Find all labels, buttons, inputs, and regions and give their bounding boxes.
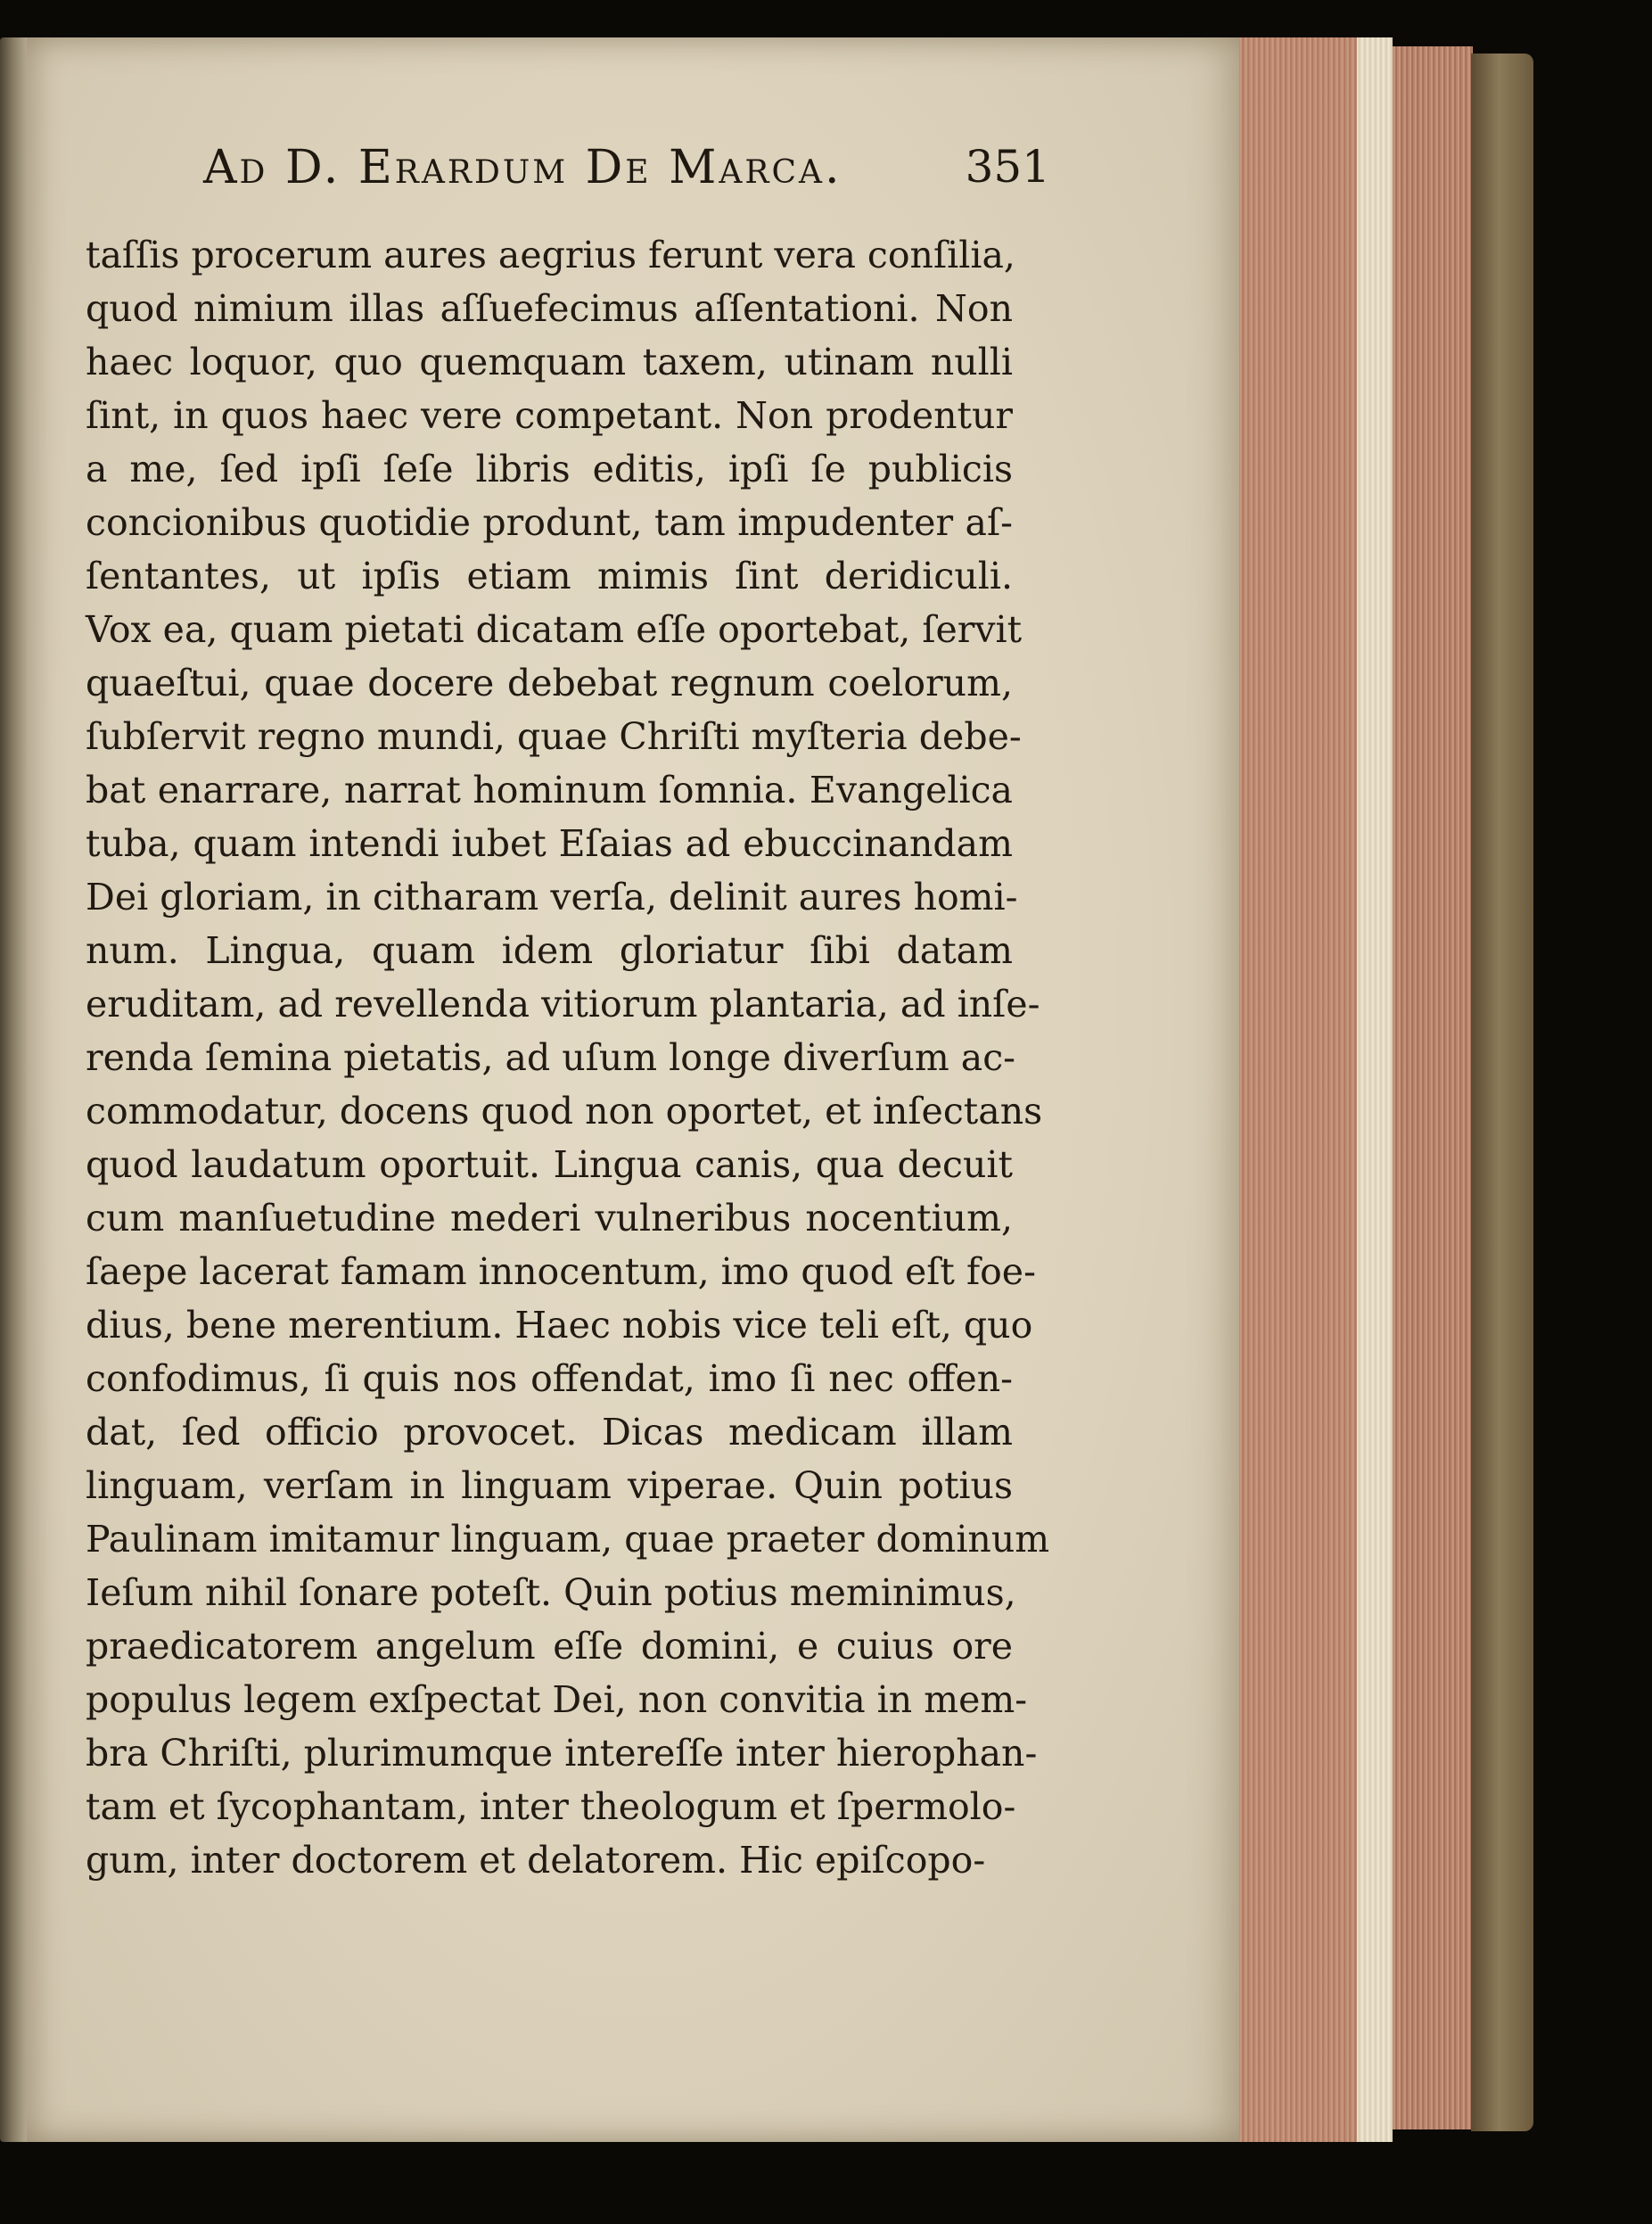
text-line: Dei gloriam, in citharam verſa, delinit aures homi- bbox=[86, 876, 1018, 918]
text-line: gum, inter doctorem et delatorem. Hic epiſcopo- bbox=[86, 1839, 986, 1882]
text-line: quaeſtui, quae docere debebat regnum coelorum, bbox=[86, 662, 1013, 704]
red-edged-pages-back bbox=[1393, 46, 1473, 2129]
text-line: a me, ſed ipſi ſeſe libris editis, ipſi ſe publicis bbox=[86, 448, 1013, 490]
text-line: Paulinam imitamur linguam, quae praeter dominum bbox=[86, 1518, 1050, 1561]
text-line: tuba, quam intendi iubet Eſaias ad ebuccinandam bbox=[86, 822, 1013, 865]
running-title: Ad D. Erardum De Marca. bbox=[203, 141, 842, 194]
body-text bbox=[86, 228, 1050, 1887]
text-line: dius, bene merentium. Haec nobis vice teli eſt, quo bbox=[86, 1304, 1033, 1347]
text-line: populus legem exſpectat Dei, non convitia in mem- bbox=[86, 1678, 1028, 1721]
text-line: linguam, verſam in linguam viperae. Quin potius bbox=[86, 1464, 1013, 1507]
text-line: Ieſum nihil ſonare poteſt. Quin potius meminimus, bbox=[86, 1571, 1016, 1614]
red-edged-pages bbox=[1223, 37, 1357, 2142]
white-page-edges bbox=[1357, 37, 1393, 2142]
text-line: bat enarrare, narrat hominum ſomnia. Evangelica bbox=[86, 769, 1013, 811]
text-line: ſaepe lacerat famam innocentum, imo quod eſt foe- bbox=[86, 1250, 1036, 1293]
text-line: praedicatorem angelum eſſe domini, e cuius ore bbox=[86, 1625, 1013, 1668]
page-number: 351 bbox=[965, 141, 1050, 193]
text-line: num. Lingua, quam idem gloriatur ſibi datam bbox=[86, 929, 1013, 972]
text-line: dat, ſed officio provocet. Dicas medicam illam bbox=[86, 1411, 1013, 1454]
text-line: confodimus, ſi quis nos offendat, imo ſi nec offen- bbox=[86, 1357, 1013, 1400]
text-line: eruditam, ad revellenda vitiorum plantaria, ad inſe- bbox=[86, 983, 1040, 1026]
text-line: renda ſemina pietatis, ad uſum longe diverſum ac- bbox=[86, 1036, 1016, 1079]
text-line: tam et ſycophantam, inter theologum et ſpermolo- bbox=[86, 1785, 1016, 1828]
text-line: concionibus quotidie produnt, tam impudenter aſ- bbox=[86, 501, 1013, 544]
text-line: cum manſuetudine mederi vulneribus nocentium, bbox=[86, 1197, 1013, 1240]
text-line: Vox ea, quam pietati dicatam eſſe oportebat, ſervit bbox=[86, 608, 1023, 651]
text-line: haec loquor, quo quemquam taxem, utinam nulli bbox=[86, 341, 1013, 383]
text-line: ſubſervit regno mundi, quae Chriſti myſteria debe- bbox=[86, 715, 1022, 758]
text-line: bra Chriſti, plurimumque intereſſe inter hierophan- bbox=[86, 1732, 1038, 1775]
text-line: quod nimium illas aſſuefecimus aſſentationi. Non bbox=[86, 287, 1013, 330]
back-cover-edge bbox=[1471, 54, 1533, 2131]
page-header bbox=[203, 141, 1050, 203]
text-line: commodatur, docens quod non oportet, et inſectans bbox=[86, 1090, 1043, 1133]
text-line: ſentantes, ut ipſis etiam mimis ſint deridiculi. bbox=[86, 555, 1013, 597]
text-line: taſſis procerum aures aegrius ferunt vera conſilia, bbox=[86, 234, 1015, 276]
text-line: ſint, in quos haec vere competant. Non prodentur bbox=[86, 394, 1013, 437]
text-line: quod laudatum oportuit. Lingua canis, qua decuit bbox=[86, 1143, 1013, 1186]
